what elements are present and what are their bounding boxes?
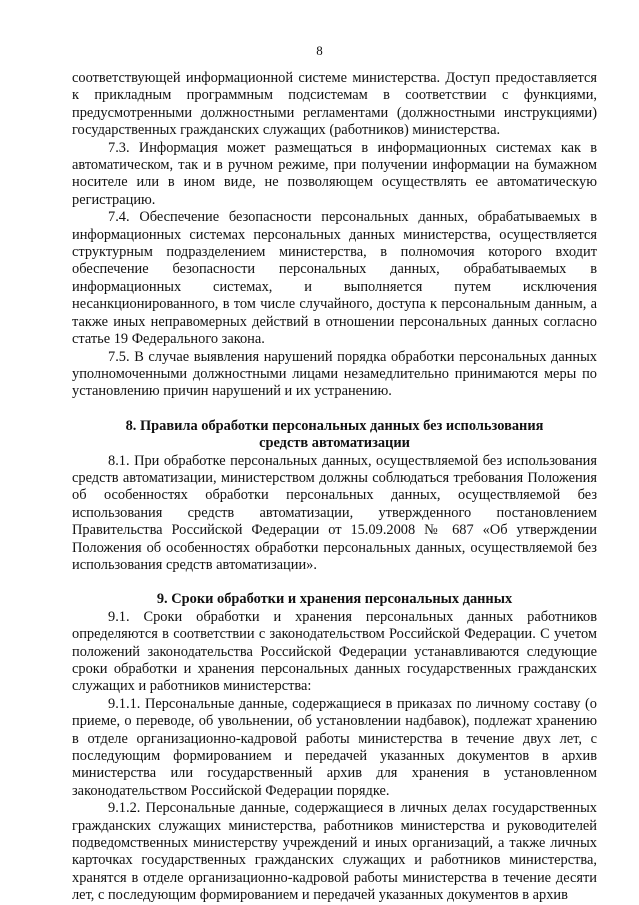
paragraph: соответствующей информационной системе министерства. Доступ предоставляется к прикладным программным подсистемам в соответствии с функциями, предусмотренными должностными регламентами (должностными инструкциями) государственных гражданских служащих (работников) министерства. bbox=[72, 70, 597, 139]
section-heading: 8. Правила обработки персональных данных без использования средств автоматизации bbox=[125, 417, 544, 452]
paragraph: 7.4. Обеспечение безопасности персональных данных, обрабатываемых в информационных системах персональных данных министерства, осуществляется структурным подразделением министерства, в полномочия которого входит обеспечение безопасности персональных данных, обрабатываемых в информационных системах, и выполняется путем исключения несанкционированного, в том числе случайного, доступа к персональным данным, а также иных неправомерных действий в отношении персональных данных согласно статье 19 Федерального закона. bbox=[72, 209, 597, 348]
section-spacer bbox=[72, 401, 597, 418]
section-heading: 9. Сроки обработки и хранения персональных данных bbox=[156, 591, 513, 608]
paragraph: 9.1.1. Персональные данные, содержащиеся в приказах по личному составу (о приеме, о переводе, об увольнении, об установлении надбавок), подлежат хранению в отделе организационно-кадровой работы министерства в течение двух лет, с последующим формированием и передачей указанных документов в архив министерства или государственный архив для хранения в установленном законодательством Российской Федерации порядке. bbox=[72, 695, 597, 799]
section-spacer bbox=[72, 574, 597, 591]
page-content bbox=[72, 70, 597, 905]
paragraph: 9.1.2. Персональные данные, содержащиеся в личных делах государственных гражданских служащих министерства, работников министерства и руководителей подведомственных министерству учреждений и иных организаций, а также личных карточках государственных гражданских служащих и работников министерства, хранятся в отделе организационно-кадровой работы министерства в течение десяти лет, с последующим формированием и передачей указанных документов в архив bbox=[72, 800, 597, 904]
paragraph: 8.1. При обработке персональных данных, осуществляемой без использования средств автоматизации, министерством должны соблюдаться требования Положения об особенностях обработки персональных данных, осуществляемой без использования средств автоматизации, утвержденного постановлением Правительства Российской Федерации от 15.09.2008 № 687 «Об утверждении Положения об особенностях обработки персональных данных, осуществляемой без использования средств автоматизации». bbox=[72, 452, 597, 573]
page-number: 8 bbox=[316, 43, 323, 58]
paragraph: 9.1. Сроки обработки и хранения персональных данных работников определяются в соответствии с законодательством Российской Федерации. С учетом положений законодательства Российской Федерации устанавливаются следующие сроки обработки и хранения персональных данных государственных гражданских служащих и работников министерства: bbox=[72, 608, 597, 695]
paragraph: 7.3. Информация может размещаться в информационных системах как в автоматическом, так и в ручном режиме, при получении информации на бумажном носителе или в ином виде, не позволяющем осуществлять ее автоматическую регистрацию. bbox=[72, 139, 597, 208]
paragraph: 7.5. В случае выявления нарушений порядка обработки персональных данных уполномоченными должностными лицами незамедлительно принимаются меры по установлению причин нарушений и их устранению. bbox=[72, 348, 597, 400]
